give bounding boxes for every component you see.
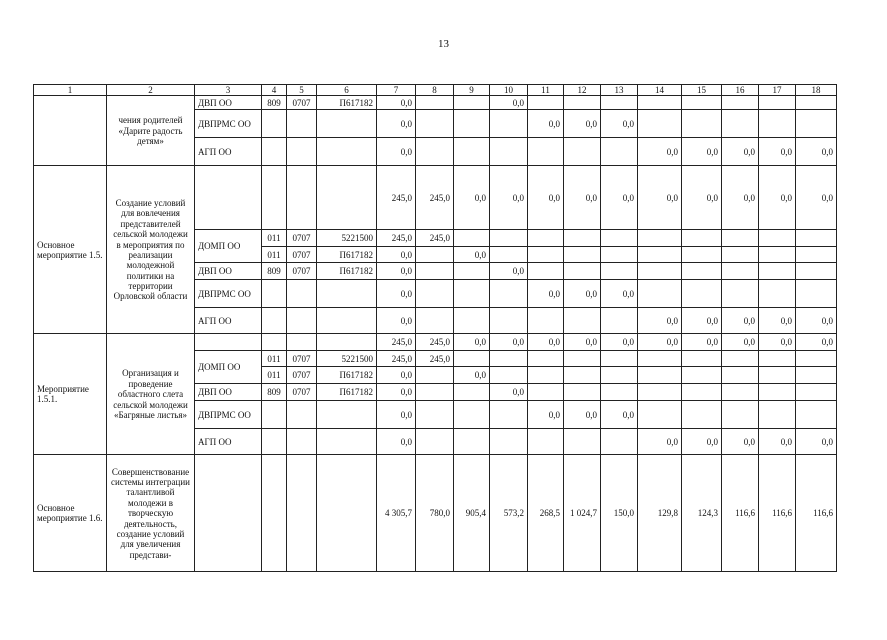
table-cell (490, 230, 528, 247)
table-cell (682, 401, 722, 429)
code-cell: 0707 (287, 367, 317, 384)
table-cell (454, 401, 490, 429)
executor-cell: ДВПРМС ОО (195, 401, 262, 429)
executor-cell: ДОМП ОО (195, 230, 262, 263)
table-cell: 0,0 (528, 401, 564, 429)
table-cell: 0,0 (490, 263, 528, 280)
table-cell: 0,0 (601, 280, 638, 308)
table-cell (416, 384, 454, 401)
code-cell (262, 166, 287, 230)
table-cell: 0,0 (377, 401, 416, 429)
table-cell: 0,0 (722, 308, 759, 334)
table-cell: 0,0 (682, 334, 722, 351)
code-cell (317, 401, 377, 429)
measure-cell: Основное мероприятие 1.5. (34, 166, 107, 334)
code-cell: П617182 (317, 367, 377, 384)
table-cell (722, 351, 759, 367)
table-cell (601, 247, 638, 263)
code-cell (262, 110, 287, 138)
code-cell: 0707 (287, 230, 317, 247)
page-number: 13 (438, 38, 449, 50)
table-cell: 0,0 (759, 308, 796, 334)
executor-cell: ДОМП ОО (195, 351, 262, 384)
table-cell: 0,0 (601, 334, 638, 351)
table-cell: 0,0 (682, 308, 722, 334)
table-cell (759, 401, 796, 429)
table-cell: 124,3 (682, 455, 722, 572)
code-cell (287, 166, 317, 230)
table-cell (601, 308, 638, 334)
table-cell: 0,0 (377, 429, 416, 455)
table-cell (796, 384, 837, 401)
table-cell: 150,0 (601, 455, 638, 572)
code-cell: 5221500 (317, 230, 377, 247)
code-cell (317, 334, 377, 351)
table-cell: 0,0 (490, 384, 528, 401)
table-cell (454, 308, 490, 334)
table-cell (416, 96, 454, 110)
table-cell (759, 367, 796, 384)
table-cell (528, 351, 564, 367)
measure-cell: Основное мероприятие 1.6. (34, 455, 107, 572)
table-cell: 0,0 (377, 308, 416, 334)
table-cell (490, 280, 528, 308)
table-cell: 0,0 (377, 280, 416, 308)
column-header: 5 (287, 85, 317, 96)
table-cell: 0,0 (682, 166, 722, 230)
table-cell: 0,0 (601, 401, 638, 429)
code-cell: 011 (262, 367, 287, 384)
table-cell: 0,0 (564, 334, 601, 351)
table-cell (759, 384, 796, 401)
code-cell: П617182 (317, 263, 377, 280)
code-cell: 809 (262, 384, 287, 401)
code-cell (262, 334, 287, 351)
column-header: 7 (377, 85, 416, 96)
table-cell (490, 247, 528, 263)
table-cell (796, 230, 837, 247)
table-cell: 0,0 (490, 96, 528, 110)
table-cell (601, 263, 638, 280)
table-cell: 0,0 (796, 166, 837, 230)
code-cell: 0707 (287, 247, 317, 263)
table-cell: 1 024,7 (564, 455, 601, 572)
table-cell: 116,6 (796, 455, 837, 572)
table-cell (528, 247, 564, 263)
table-cell (682, 367, 722, 384)
code-cell (262, 138, 287, 166)
code-cell (287, 401, 317, 429)
code-cell: 011 (262, 247, 287, 263)
table-cell: 0,0 (796, 308, 837, 334)
code-cell: 0707 (287, 384, 317, 401)
table-cell (759, 280, 796, 308)
table-cell (601, 230, 638, 247)
table-cell (682, 263, 722, 280)
table-cell: 0,0 (490, 334, 528, 351)
table-cell (564, 138, 601, 166)
table-cell (454, 138, 490, 166)
table-cell (601, 96, 638, 110)
table-cell (638, 280, 682, 308)
measure-cell: Мероприятие 1.5.1. (34, 334, 107, 455)
table-cell: 268,5 (528, 455, 564, 572)
table-cell (638, 351, 682, 367)
table-cell (454, 429, 490, 455)
table-cell (638, 263, 682, 280)
table-cell (759, 110, 796, 138)
table-cell (682, 351, 722, 367)
table-cell: 780,0 (416, 455, 454, 572)
table-cell (564, 351, 601, 367)
table-cell: 0,0 (377, 367, 416, 384)
table-cell (454, 280, 490, 308)
table-cell (759, 263, 796, 280)
table-cell: 116,6 (722, 455, 759, 572)
code-cell: 5221500 (317, 351, 377, 367)
table-cell: 0,0 (638, 308, 682, 334)
code-cell: П617182 (317, 96, 377, 110)
table-cell (638, 401, 682, 429)
table-cell (490, 429, 528, 455)
column-header: 17 (759, 85, 796, 96)
table-cell (722, 247, 759, 263)
table-cell: 0,0 (601, 166, 638, 230)
table-cell: 0,0 (796, 429, 837, 455)
table-cell (454, 96, 490, 110)
table-cell (564, 384, 601, 401)
code-cell (287, 308, 317, 334)
code-cell: 0707 (287, 263, 317, 280)
table-cell: 245,0 (416, 166, 454, 230)
table-cell (682, 247, 722, 263)
table-cell (454, 230, 490, 247)
summary-row (34, 334, 837, 351)
executor-cell: АГП ОО (195, 138, 262, 166)
table-cell (722, 230, 759, 247)
code-cell (262, 401, 287, 429)
table-cell (528, 96, 564, 110)
table-cell (722, 401, 759, 429)
column-header: 14 (638, 85, 682, 96)
table-cell: 0,0 (564, 166, 601, 230)
table-cell (528, 230, 564, 247)
code-cell: 0707 (287, 96, 317, 110)
table-cell (490, 308, 528, 334)
code-cell (287, 138, 317, 166)
table-cell (759, 230, 796, 247)
table-cell: 0,0 (638, 166, 682, 230)
table-cell: 0,0 (564, 110, 601, 138)
table-cell (564, 247, 601, 263)
code-cell (317, 166, 377, 230)
table-cell (682, 280, 722, 308)
table-cell: 0,0 (682, 138, 722, 166)
code-cell (287, 429, 317, 455)
table-cell (528, 263, 564, 280)
table-cell (416, 367, 454, 384)
table-cell (796, 351, 837, 367)
table-cell: 245,0 (416, 334, 454, 351)
code-cell (287, 280, 317, 308)
table-cell (722, 263, 759, 280)
table-cell: 0,0 (454, 334, 490, 351)
column-header: 15 (682, 85, 722, 96)
table-cell: 116,6 (759, 455, 796, 572)
table-cell (759, 247, 796, 263)
description-cell: чения родителей «Дарите радость детям» (107, 96, 195, 166)
table-cell: 0,0 (377, 96, 416, 110)
table-cell: 0,0 (759, 166, 796, 230)
executor-cell: ДВП ОО (195, 96, 262, 110)
column-header: 13 (601, 85, 638, 96)
code-cell (317, 138, 377, 166)
code-cell (317, 110, 377, 138)
column-header: 6 (317, 85, 377, 96)
code-cell (287, 334, 317, 351)
table-cell (638, 384, 682, 401)
table-cell (796, 401, 837, 429)
executor-cell: АГП ОО (195, 429, 262, 455)
table-cell (528, 308, 564, 334)
column-header: 12 (564, 85, 601, 96)
table-cell: 0,0 (564, 401, 601, 429)
table-cell (796, 280, 837, 308)
table-cell: 0,0 (454, 166, 490, 230)
table-cell: 0,0 (377, 247, 416, 263)
table-cell: 0,0 (601, 110, 638, 138)
column-header: 8 (416, 85, 454, 96)
executor-cell: ДВП ОО (195, 384, 262, 401)
table-cell: 0,0 (377, 110, 416, 138)
table-cell (759, 96, 796, 110)
table-cell (490, 367, 528, 384)
code-cell: 011 (262, 351, 287, 367)
table-cell (490, 351, 528, 367)
table-cell: 0,0 (759, 138, 796, 166)
code-cell: 809 (262, 96, 287, 110)
table-cell: 0,0 (377, 263, 416, 280)
table-cell (638, 247, 682, 263)
table-cell (682, 110, 722, 138)
code-cell (262, 308, 287, 334)
table-cell: 0,0 (796, 334, 837, 351)
table-cell (564, 96, 601, 110)
table-cell: 245,0 (377, 166, 416, 230)
table-cell (722, 96, 759, 110)
table-cell: 0,0 (638, 429, 682, 455)
table-cell: 0,0 (528, 166, 564, 230)
code-cell (317, 429, 377, 455)
column-header-row (34, 85, 837, 96)
executor-cell: ДВПРМС ОО (195, 280, 262, 308)
table-cell (454, 263, 490, 280)
table-cell (601, 384, 638, 401)
table-cell: 129,8 (638, 455, 682, 572)
table-cell: 0,0 (638, 334, 682, 351)
code-cell (262, 455, 287, 572)
table-cell: 245,0 (416, 230, 454, 247)
summary-row (34, 166, 837, 230)
table-cell: 245,0 (416, 351, 454, 367)
table-cell (601, 367, 638, 384)
executor-cell: ДВП ОО (195, 263, 262, 280)
table-cell: 0,0 (528, 110, 564, 138)
table-cell (682, 96, 722, 110)
table-cell (796, 263, 837, 280)
table-cell (416, 308, 454, 334)
table-cell (564, 308, 601, 334)
table-cell (722, 280, 759, 308)
table-cell (564, 367, 601, 384)
table-cell: 573,2 (490, 455, 528, 572)
table-cell (416, 138, 454, 166)
table-cell: 4 305,7 (377, 455, 416, 572)
table-cell (601, 351, 638, 367)
table-row (34, 96, 837, 110)
code-cell: 011 (262, 230, 287, 247)
executor-cell: АГП ОО (195, 308, 262, 334)
budget-table (33, 84, 837, 572)
table-cell: 245,0 (377, 334, 416, 351)
table-cell: 0,0 (564, 280, 601, 308)
table-cell (601, 138, 638, 166)
code-cell: 0707 (287, 351, 317, 367)
executor-cell: ДВПРМС ОО (195, 110, 262, 138)
column-header: 9 (454, 85, 490, 96)
code-cell (262, 280, 287, 308)
table-cell: 0,0 (722, 334, 759, 351)
table-cell: 0,0 (722, 138, 759, 166)
table-cell: 0,0 (682, 429, 722, 455)
table-cell: 0,0 (528, 280, 564, 308)
table-cell (454, 351, 490, 367)
code-cell (287, 455, 317, 572)
table-cell: 0,0 (722, 429, 759, 455)
table-cell: 0,0 (638, 138, 682, 166)
table-cell (722, 384, 759, 401)
table-cell (416, 429, 454, 455)
code-cell: 809 (262, 263, 287, 280)
executor-cell (195, 455, 262, 572)
table-cell: 0,0 (490, 166, 528, 230)
table-cell: 0,0 (454, 367, 490, 384)
table-cell (490, 401, 528, 429)
code-cell (317, 308, 377, 334)
table-cell: 0,0 (377, 138, 416, 166)
table-cell (601, 429, 638, 455)
column-header: 16 (722, 85, 759, 96)
table-cell (416, 401, 454, 429)
code-cell: П617182 (317, 247, 377, 263)
table-cell (528, 367, 564, 384)
table-cell (564, 263, 601, 280)
table-cell (638, 96, 682, 110)
table-cell (416, 263, 454, 280)
table-cell: 0,0 (454, 247, 490, 263)
column-header: 2 (107, 85, 195, 96)
table-cell (638, 110, 682, 138)
column-header: 1 (34, 85, 107, 96)
table-cell (416, 280, 454, 308)
table-cell (682, 230, 722, 247)
table-cell (416, 247, 454, 263)
code-cell (317, 455, 377, 572)
code-cell (287, 110, 317, 138)
table-cell: 0,0 (759, 429, 796, 455)
table-cell: 245,0 (377, 351, 416, 367)
description-cell: Организация и проведение областного слета сельской молодежи «Багряные листья» (107, 334, 195, 455)
column-header: 3 (195, 85, 262, 96)
table-cell: 0,0 (722, 166, 759, 230)
table-cell (796, 247, 837, 263)
table-cell (796, 367, 837, 384)
table-cell (638, 367, 682, 384)
table-cell: 0,0 (528, 334, 564, 351)
table-cell (638, 230, 682, 247)
table-cell (564, 429, 601, 455)
table-cell (564, 230, 601, 247)
column-header: 11 (528, 85, 564, 96)
executor-cell (195, 166, 262, 230)
code-cell: П617182 (317, 384, 377, 401)
description-cell: Создание условий для вовлечения представителей сельской молодежи в мероприятия по реализации молодежной политики на территории Орловской области (107, 166, 195, 334)
table-cell: 0,0 (796, 138, 837, 166)
table-cell: 0,0 (377, 384, 416, 401)
summary-row (34, 455, 837, 572)
table-cell (722, 367, 759, 384)
column-header: 18 (796, 85, 837, 96)
table-cell (454, 384, 490, 401)
table-cell (528, 138, 564, 166)
measure-cell (34, 96, 107, 166)
code-cell (317, 280, 377, 308)
description-cell: Совершенствование системы интеграции талантливой молодежи в творческую деятельность, создание условий для увеличения представи- (107, 455, 195, 572)
table-cell: 0,0 (759, 334, 796, 351)
column-header: 10 (490, 85, 528, 96)
table-cell (722, 110, 759, 138)
executor-cell (195, 334, 262, 351)
table-cell (416, 110, 454, 138)
table-cell (454, 110, 490, 138)
table-cell (490, 138, 528, 166)
table-cell (759, 351, 796, 367)
table-cell (528, 384, 564, 401)
table-cell (682, 384, 722, 401)
table-cell (528, 429, 564, 455)
table-cell (490, 110, 528, 138)
table-cell: 905,4 (454, 455, 490, 572)
table-cell: 245,0 (377, 230, 416, 247)
table-cell (796, 96, 837, 110)
column-header: 4 (262, 85, 287, 96)
code-cell (262, 429, 287, 455)
table-cell (796, 110, 837, 138)
